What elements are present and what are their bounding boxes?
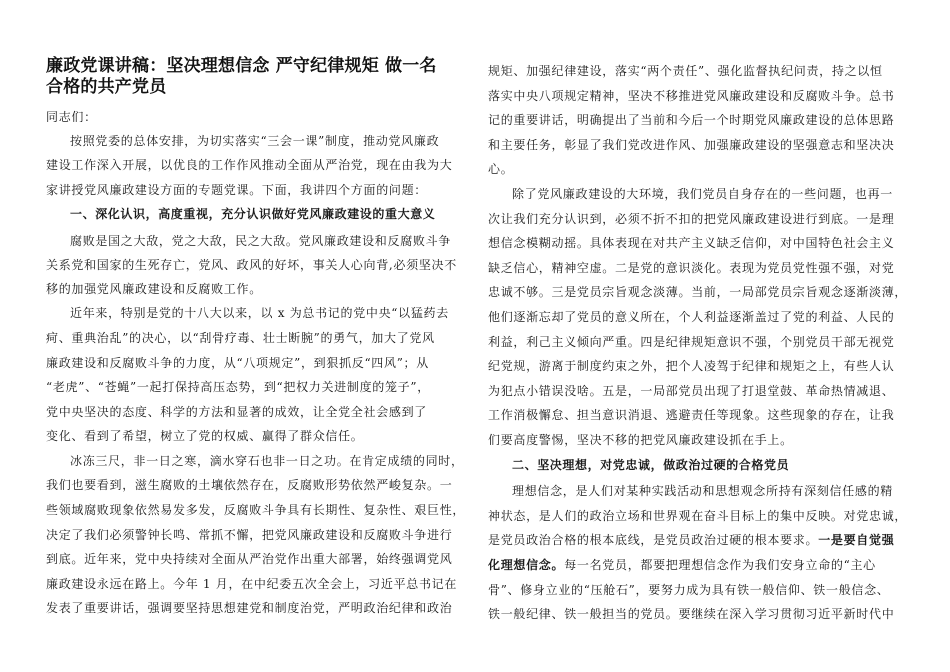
body-line: 记的重要讲话，明确提出了当前和今后一个时期党风廉政建设的总体思路 [488,113,895,127]
body-line: 利益，利己主义倾向严重。四是纪律规矩意识不强，个别党员干部无视党 [488,335,895,349]
body-text: 每一名党员，都要把理想信念作为我们安身立命的“主心 [564,558,876,572]
section-heading-1: 一、深化认识，高度重视，充分认识做好党风廉政建设的重大意义 [70,207,436,221]
body-line: 想信念模糊动摇。具体表现在对共产主义缺乏信仰，对中国特色社会主义 [488,236,895,250]
body-line: 除了党风廉政建设的大环境，我们党员自身存在的一些问题，也再一 [512,187,894,201]
body-line: 些领域腐败现象依然易发多发，反腐败斗争具有长期性、复杂性、艰巨性， [46,503,466,517]
body-line: 按照党委的总体安排，为切实落实“三会一课”制度，推动党风廉政 [70,134,440,148]
body-line: 规矩、加强纪律建设，落实“两个责任”、强化监督执纪问责，持之以恒 [488,64,883,78]
body-line: 落实中央八项规定精神，坚决不移推进党风廉政建设和反腐败斗争。总书 [488,89,895,103]
body-line: 党中央坚决的态度、科学的方法和显著的成效，让全党全社会感到了 [46,405,428,419]
body-line: 廉政建设永远在路上。今年 1 月，在中纪委五次全会上，习近平总书记在 [46,577,458,591]
body-line: 忠诚不够。三是党员宗旨观念淡薄。当前，一局部党员宗旨观念逐渐淡薄， [488,285,908,299]
section-heading-2: 二、坚决理想，对党忠诚，做政治过硬的合格党员 [512,458,790,472]
body-line: 移的加强党风廉政建设和反腐败工作。 [46,282,262,296]
body-line: 家讲授党风廉政建设方面的专题党课。下面，我讲四个方面的问题： [46,183,428,197]
body-line: 骨”、修身立业的“压舱石”，要努力成为具有铁一般信仰、铁一般信念、 [488,583,890,597]
body-line: 次让我们充分认识到，必须不折不扣的把党风廉政建设进行到底。一是理 [488,212,895,226]
body-line: 我们也要看到，滋生腐败的土壤依然存在，反腐败形势依然严峻复杂。一 [46,478,453,492]
body-line: “老虎”、“苍蝇”一起打保持高压态势，到“把权力关进制度的笼子”， [46,380,430,394]
body-line: 疴、重典治乱”的决心，以“刮骨疗毒、壮士断腕”的勇气，加大了党风 [46,331,435,345]
bold-phrase: 化理想信念。 [488,558,565,572]
body-line: 建设工作深入开展，以优良的工作作风推动全面从严治党，现在由我为大 [46,158,453,172]
body-line: 和主要任务，彰显了我们党改进作风、加强廉政建设的坚强意志和坚决决 [488,138,895,152]
body-line: 们要高度警惕，坚决不移的把党风廉政建设抓在手上。 [488,433,793,447]
salutation: 同志们： [46,110,97,124]
body-line: 廉政建设和反腐败斗争的力度，从“八项规定”，到狠抓反“四风”；从 [46,356,429,370]
body-line: 决定了我们必须警钟长鸣、常抓不懈，把党风廉政建设和反腐败斗争进行 [46,528,453,542]
body-line: 理想信念，是人们对某种实践活动和思想观念所持有深刻信任感的精 [512,484,894,498]
body-line: 神状态，是人们的政治立场和世界观在奋斗目标上的集中反映。对党忠诚， [488,509,908,523]
bold-phrase: 一是要自觉强 [818,533,895,547]
body-line: 缺乏信心，精神空虚。二是党的意识淡化。表现为党员党性强不强，对党 [488,261,895,275]
body-line-with-bold [488,558,876,572]
body-line-with-bold [488,533,894,547]
body-line: 近年来，特别是党的十八大以来，以 x 为总书记的党中央“以猛药去 [70,306,449,320]
body-line: 铁一般纪律、铁一般担当的党员。要继续在深入学习贯彻习近平新时代中 [488,607,895,621]
body-line: 到底。近年来，党中央持续对全面从严治党作出重大部署，始终强调党风 [46,552,453,566]
body-line: 心。 [488,162,514,176]
document-title-line-1: 廉政党课讲稿：坚决理想信念 严守纪律规矩 做一名 [46,56,437,76]
body-line: 他们逐渐忘却了党员的意义所在，个人利益逐渐盖过了党的利益、人民的 [488,310,895,324]
body-line: 关系党和国家的生死存亡，党风、政风的好坏，事关人心向背,必须坚决不 [46,258,457,272]
document-title-line-2: 合格的共产党员 [46,77,167,97]
body-line: 变化、看到了希望，树立了党的权威、赢得了群众信任。 [46,429,364,443]
body-text: 是党员政治合格的根本底线，是党员政治过硬的根本要求。 [488,533,819,547]
body-line: 冰冻三尺，非一日之寒，滴水穿石也非一日之功。在肯定成绩的同时， [70,454,464,468]
body-line: 纪党规，游离于制度约束之外，把个人凌驾于纪律和规矩之上，有些人认 [488,359,895,373]
body-line: 腐败是国之大敌，党之大敌，民之大敌。党风廉政建设和反腐败斗争 [70,234,452,248]
body-line: 为犯点小错误没啥。五是，一局部党员出现了打退堂鼓、革命热情减退、 [488,384,895,398]
body-line: 工作消极懈怠、担当意识消退、逃避责任等现象。这些现象的存在，让我 [488,408,895,422]
document-title [46,56,464,98]
body-line: 发表了重要讲话，强调要坚持思想建党和制度治党，严明政治纪律和政治 [46,601,453,615]
